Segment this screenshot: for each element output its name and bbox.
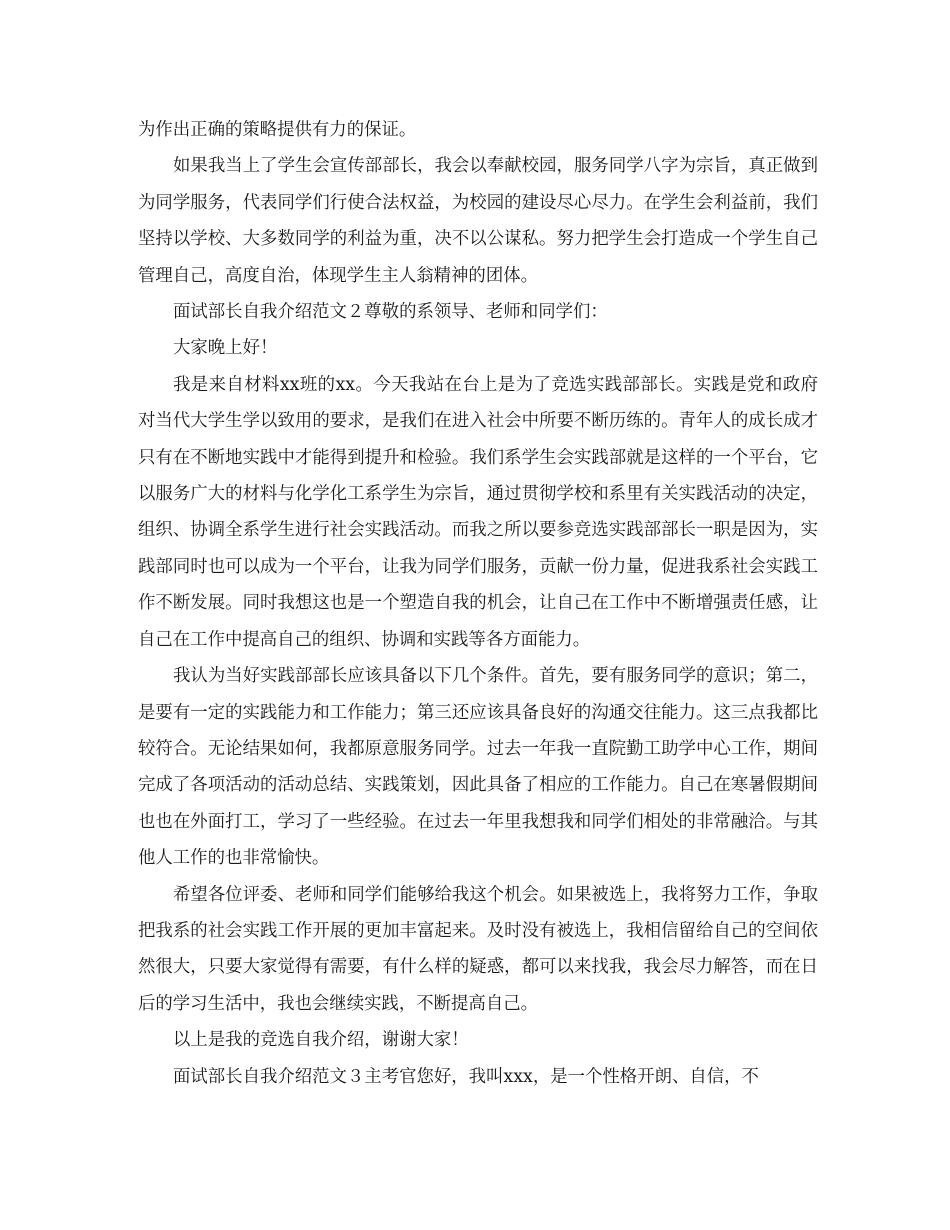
paragraph-6: 我认为当好实践部部长应该具备以下几个条件。首先，要有服务同学的意识；第二，是要有一定的实践能力和工作能力；第三还应该具备良好的沟通交往能力。这三点我都比较符合。无论结果如何，我都原意服务同学。过去一年我一直院勤工助学中心工作，期间完成了各项活动的活动总结、实践策划，因此具备了相应的工作能力。自己在寒暑假期间也也在外面打工，学习了一些经验。在过去一年里我想我和同学们相处的非常融洽。与其他人工作的也非常愉快。	[138, 666, 818, 869]
paragraph-2: 如果我当上了学生会宣传部部长，我会以奉献校园，服务同学八字为宗旨，真正做到为同学服务，代表同学们行使合法权益，为校园的建设尽心尽力。在学生会利益前，我们坚持以学校、大多数同学的利益为重，决不以公谋私。努力把学生会打造成一个学生自己管理自己，高度自治，体现学生主人翁精神的团体。	[138, 156, 818, 286]
paragraph-1: 为作出正确的策略提供有力的保证。	[138, 120, 417, 140]
paragraph-5: 我是来自材料xx班的xx。今天我站在台上是为了竞选实践部部长。实践是党和政府对当代大学生学以致用的要求，是我们在进入社会中所要不断历练的。青年人的成长成才只有在不断地实践中才能得到提升和检验。我们系学生会实践部就是这样的一个平台，它以服务广大的材料与化学化工系学生为宗旨，通过贯彻学校和系里有关实践活动的决定，组织、协调全系学生进行社会实践活动。而我之所以要参竞选实践部部长一职是因为，实践部同时也可以成为一个平台，让我为同学们服务，贡献一份力量，促进我系社会实践工作不断发展。同时我想这也是一个塑造自我的机会，让自己在工作中不断增强责任感，让自己在工作中提高自己的组织、协调和实践等各方面能力。	[138, 374, 818, 650]
paragraph-3: 面试部长自我介绍范文２尊敬的系领导、老师和同学们：	[173, 302, 608, 323]
paragraph-8: 以上是我的竞选自我介绍，谢谢大家！	[173, 1030, 469, 1051]
paragraph-4: 大家晚上好！	[173, 338, 278, 359]
paragraph-7: 希望各位评委、老师和同学们能够给我这个机会。如果被选上，我将努力工作，争取把我系的社会实践工作开展的更加丰富起来。及时没有被选上，我相信留给自己的空间依然很大，只要大家觉得有需要，有什么样的疑惑，都可以来找我，我会尽力解答，而在日后的学习生活中，我也会继续实践，不断提高自己。	[138, 884, 818, 1014]
paragraph-9: 面试部长自我介绍范文３主考官您好，我叫xxx，是一个性格开朗、自信，不	[173, 1066, 759, 1087]
document-body	[138, 112, 818, 1095]
